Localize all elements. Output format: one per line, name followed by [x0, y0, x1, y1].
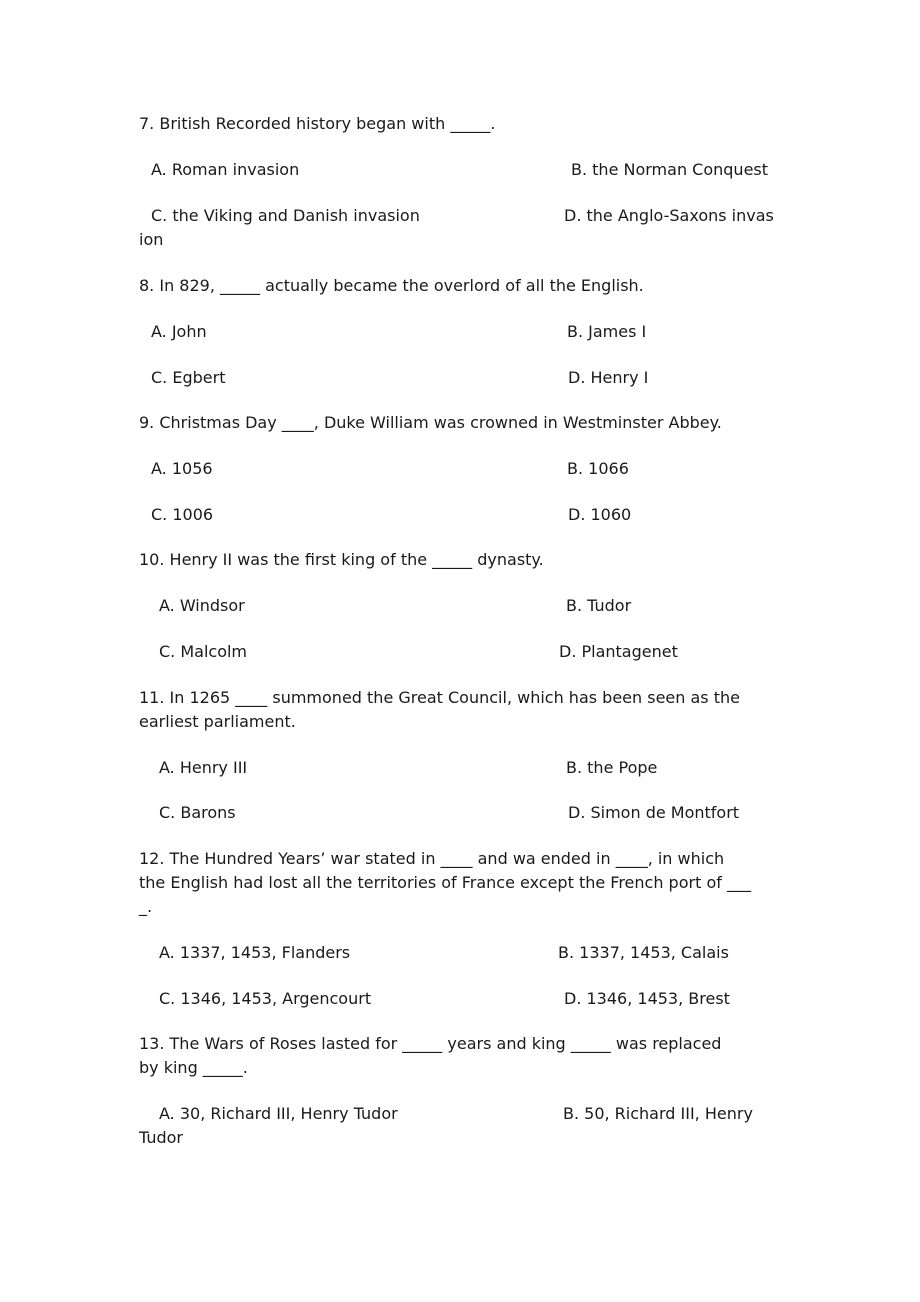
question-12-option-a: A. 1337, 1453, Flanders	[159, 943, 351, 962]
question-11-stem-line-2: earliest parliament.	[139, 712, 296, 731]
question-7-option-a: A. Roman invasion	[151, 160, 300, 179]
question-13-option-b-continued: Tudor	[139, 1128, 184, 1147]
question-8-stem: 8. In 829, _____ actually became the overlord of all the English.	[139, 276, 644, 295]
question-12-option-c: C. 1346, 1453, Argencourt	[159, 989, 372, 1008]
question-11-option-b: B. the Pope	[566, 758, 658, 777]
question-12-stem-line-1: 12. The Hundred Years’ war stated in ____ and wa ended in ____, in which	[139, 849, 725, 868]
question-13-stem-line-2: by king _____.	[139, 1058, 248, 1077]
question-8-option-a: A. John	[151, 322, 207, 341]
question-8-option-d: D. Henry I	[568, 368, 649, 387]
question-12-stem-line-2: the English had lost all the territories of France except the French port of ___	[139, 873, 751, 892]
question-11-option-c: C. Barons	[159, 803, 236, 822]
question-10-option-d: D. Plantagenet	[559, 642, 678, 661]
question-10-option-b: B. Tudor	[566, 596, 632, 615]
question-9-option-a: A. 1056	[151, 459, 213, 478]
question-9-option-c: C. 1006	[151, 505, 214, 524]
question-8-option-b: B. James I	[567, 322, 647, 341]
question-7-option-d: D. the Anglo-Saxons invas	[564, 206, 774, 225]
question-10-stem: 10. Henry II was the first king of the _____ dynasty.	[139, 550, 544, 569]
question-9-option-b: B. 1066	[567, 459, 629, 478]
question-7-option-b: B. the Norman Conquest	[571, 160, 769, 179]
question-13-option-a: A. 30, Richard III, Henry Tudor	[159, 1104, 398, 1123]
question-11-option-a: A. Henry III	[159, 758, 248, 777]
question-8-option-c: C. Egbert	[151, 368, 226, 387]
question-12-stem-line-3: _.	[139, 897, 153, 916]
question-7-option-c: C. the Viking and Danish invasion	[151, 206, 420, 225]
question-11-stem-line-1: 11. In 1265 ____ summoned the Great Council, which has been seen as the	[139, 688, 740, 707]
question-12-option-d: D. 1346, 1453, Brest	[564, 989, 730, 1008]
question-10-option-c: C. Malcolm	[159, 642, 248, 661]
question-11-option-d: D. Simon de Montfort	[568, 803, 740, 822]
question-10-option-a: A. Windsor	[159, 596, 245, 615]
question-7-option-d-continued: ion	[139, 230, 164, 249]
question-13-stem-line-1: 13. The Wars of Roses lasted for _____ years and king _____ was replaced	[139, 1034, 722, 1053]
question-12-option-b: B. 1337, 1453, Calais	[558, 943, 729, 962]
question-9-option-d: D. 1060	[568, 505, 632, 524]
question-7-stem: 7. British Recorded history began with _____.	[139, 114, 496, 133]
question-9-stem: 9. Christmas Day ____, Duke William was crowned in Westminster Abbey.	[139, 413, 722, 432]
question-13-option-b: B. 50, Richard III, Henry	[563, 1104, 753, 1123]
